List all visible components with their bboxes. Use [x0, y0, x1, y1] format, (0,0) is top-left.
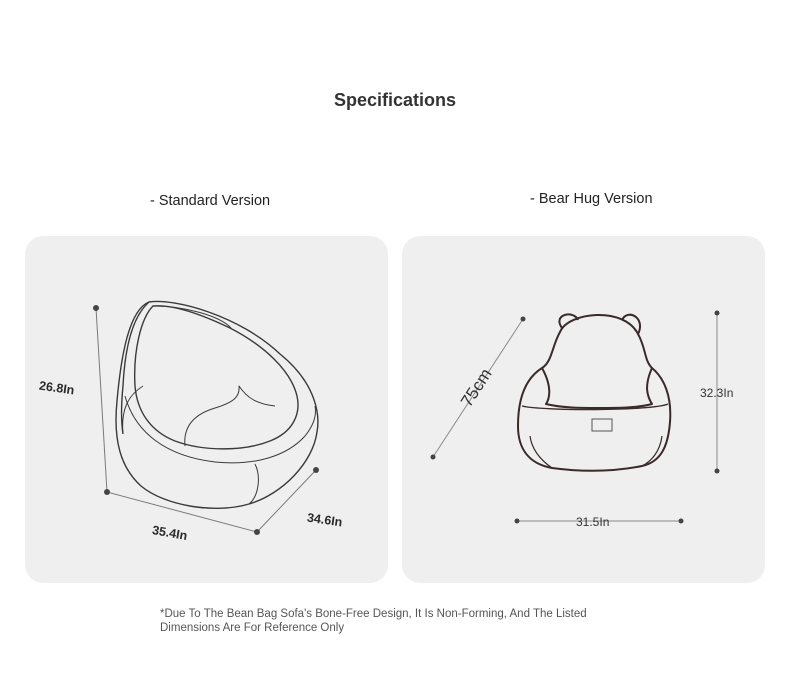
bear-hug-version-panel: [402, 236, 765, 583]
standard-version-panel: [25, 236, 388, 583]
bear-hug-height-label: 32.3In: [700, 386, 734, 400]
standard-depth-label: 34.6In: [306, 510, 344, 530]
standard-bean-bag-diagram: [25, 236, 388, 583]
page-title: Specifications: [333, 90, 457, 110]
bear-hug-bean-bag-diagram: [402, 236, 765, 583]
bear-hug-version-label: - Bear Hug Version: [530, 191, 653, 207]
bear-hug-diagonal-label: 75cm: [457, 365, 496, 411]
bear-hug-width-label: 31.5In: [576, 515, 610, 529]
standard-height-label: 26.8In: [38, 378, 76, 398]
reference-note: *Due To The Bean Bag Sofa's Bone-Free Design, It Is Non-Forming, And The Listed Dimensions Are For Reference Only: [160, 608, 587, 634]
standard-width-label: 35.4In: [151, 523, 189, 543]
standard-version-label: - Standard Version: [150, 193, 271, 209]
